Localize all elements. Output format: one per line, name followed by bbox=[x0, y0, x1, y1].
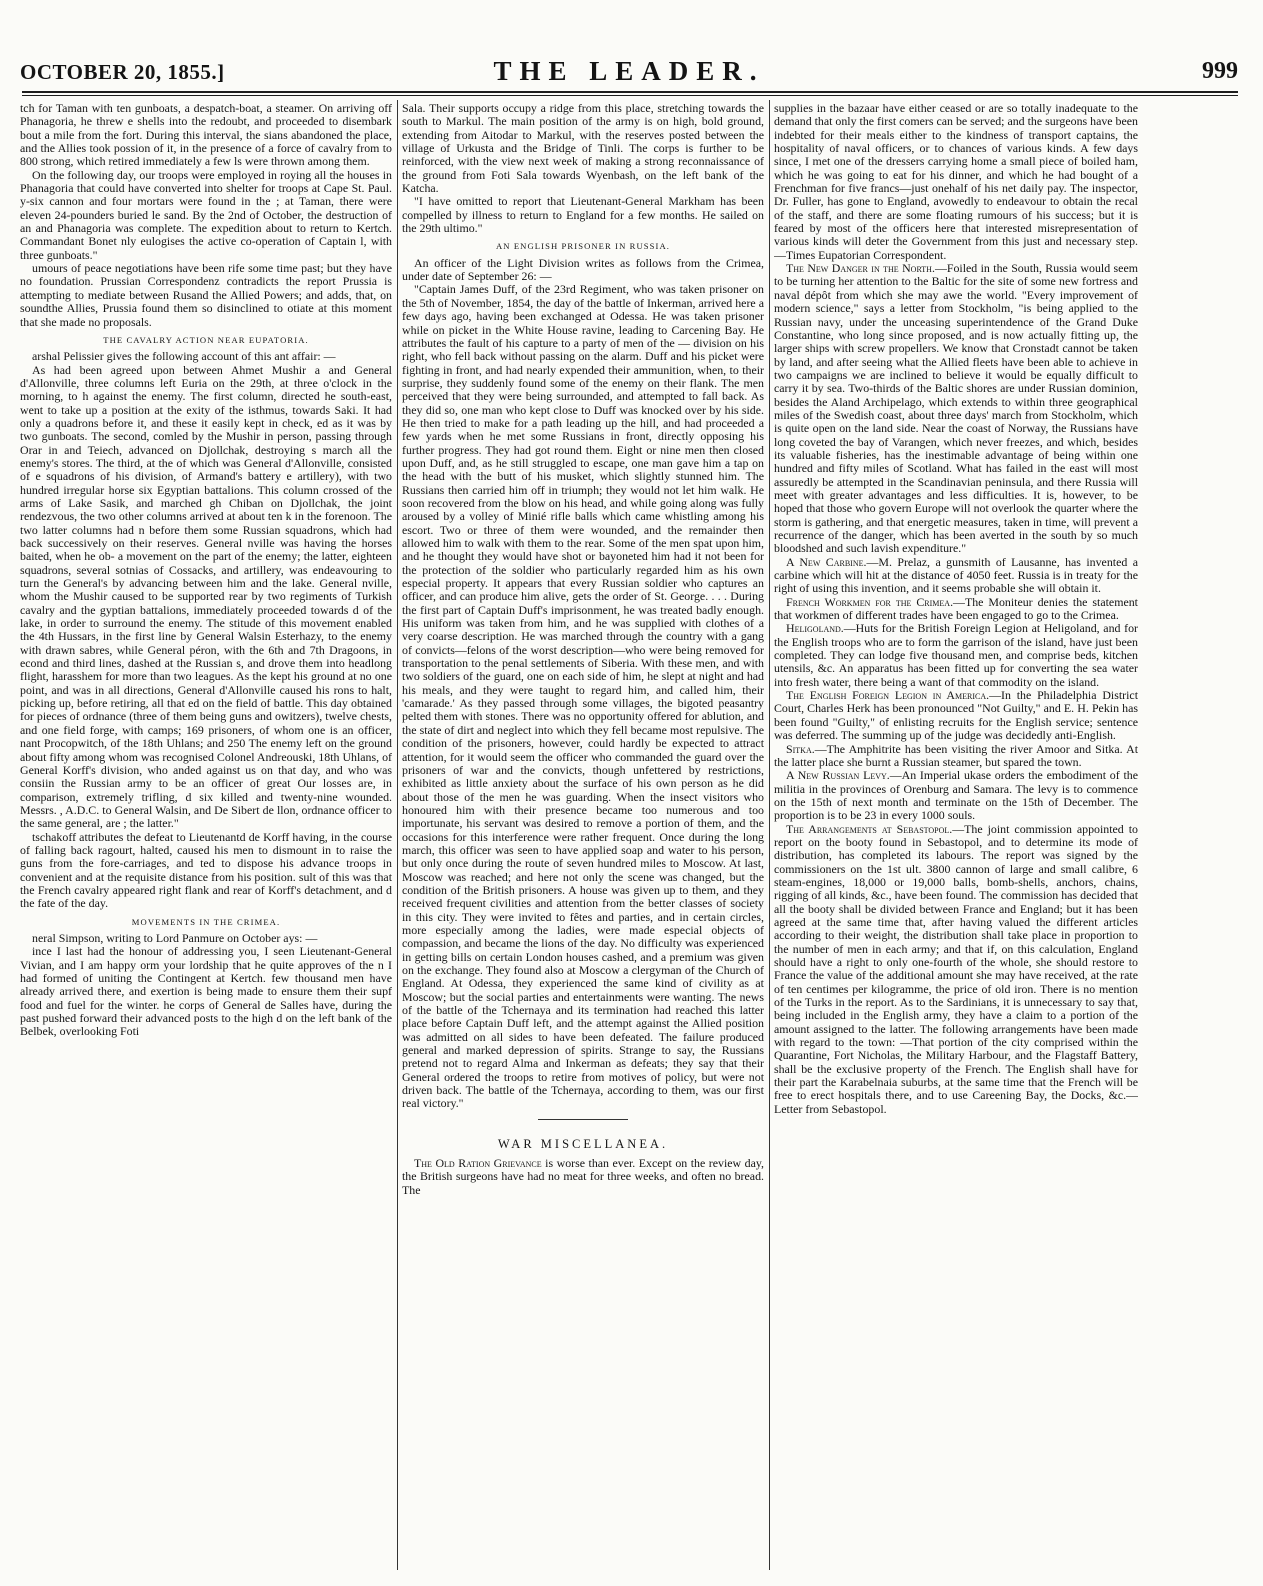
article-paragraph bbox=[774, 769, 1138, 822]
item-lead: Heligoland. bbox=[786, 621, 844, 636]
item-text: —The joint commission appointed to report on the booty found in Sebastopol, and to determine its mode of distribution, has completed its labours. The report was signed by the commissioners on the 1st ult. 3800 cannon of large and small calibre, 6 steam-engines, 18,000 or 19,000 balls, bomb-shells, anchors, chains, rigging of all kinds, &c., have been found. The commission has decided that all the booty shall be divided between France and England; but it has been agreed at the same time that, after having valued the different articles according to their weight, the distribution shall take place in proportion to the number of men in each army; and that if, on this calculation, England should have a right to only one-fourth of the whole, she should restore to France the value of the additional amount she may have received, at the rate of ten centimes per kilogramme, the price of old iron. There is no mention of the Turks in the report. As to the Sardinians, it is unnecessary to say that, being included in the English army, they have a claim to a portion of the amount assigned to the latter. The following arrangements have been made with regard to the town: —That portion of the city comprised within the Quarantine, Fort Nicholas, the Military Harbour, and the Flagstaff Battery, shall be the exclusive property of the French. The English shall have for their part the Karabelnaia suburbs, at the same time that the French will be free to erect hospitals there, and to use Careening Bay, the Docks, &c.—Letter from Sebastopol. bbox=[774, 821, 1138, 1116]
section-heading: AN ENGLISH PRISONER IN RUSSIA. bbox=[495, 241, 671, 252]
section-heading: MOVEMENTS IN THE CRIMEA. bbox=[131, 916, 281, 927]
newspaper-title: THE LEADER. bbox=[493, 56, 765, 86]
item-lead: The Arrangements at Sebastopol. bbox=[786, 821, 953, 836]
article-paragraph: "Captain James Duff, of the 23rd Regiment, who was taken prisoner on the 5th of November, 1854, the day of the battle of Inkerman, arrived here a few days ago, having been exchanged at Odessa. He was taken prisoner while on picket in the White House ravine, leading to Carcening Bay. He attributes the fault of his capture to a party of men of the — division on his right, who fell back without passing on the alarm. Duff and his picket were fighting in front, and had nearly expended their ammunition, when, to their surprise, they suddenly found some of the enemy on their flank. The men perceived that they were being surrounded, and attempted to fall back. As they did so, one man who kept close to Duff was knocked over by his side. He then tried to make for a path leading up the hill, and had proceeded a few yards when he met some Russians in front, directly opposing his further progress. They had got round them. Eight or nine men then closed upon Duff, and, as he still struggled to escape, one man gave him a tap on the head with the butt of his musket, which slightly stunned him. The Russians then carried him off in triumph; they would not let him walk. He soon recovered from the blow on his head, and while going along was fully aroused by a volley of Minié rifle balls which came whistling among his escort. Two or three of them were wounded, and the remainder then allowed him to walk with them to the rear. Some of the men spat upon him, and he thought they would have shot or bayoneted him had it not been for the protection of the soldier who particularly regarded him as his own especial property. It appears that every Russian soldier who captures an officer, and can produce him alive, gets the order of St. George. . . . During the first part of Captain Duff's imprisonment, he was treated badly enough. His uniform was taken from him, and he was supplied with clothes of a very coarse description. He was marched through the country with a gang of convicts—felons of the worst description—who were being removed for transportation to the penal settlements of Siberia. With these men, and with two soldiers of the guard, one on each side of him, he slept at night and had his meals, and they were taught to regard him, and called him, their 'camarade.' As they passed through some villages, the bigoted peasantry pelted them with stones. There was no opportunity offered for ablution, and the state of dirt and neglect into which they fell became most repulsive. The condition of the prisoners, however, could hardly be expected to attract attention, for it would seem the officer who commanded the guard over the prisoners of war and the convicts, though unfettered by restrictions, exhibited as little anxiety about the surface of his own person as he did about those of the men he was guarding. When the insect visitors who honoured him with their presence became too numerous and too importunate, his servant was desired to remove a portion of them, and the occasions for this interference were rather frequent. Once during the long march, this officer was seen to have applied soap and water to his person, but only once during the route of seven hundred miles to Moscow. At last, Moscow was reached; and here not only the scene was changed, but the condition of the British prisoners. A house was given up to them, and they received frequent civilities and attention from the better classes of society in this city. They were invited to fêtes and parties, and in certain circles, more especially among the ladies, were made especial objects of compassion, and became the lions of the day. No difficulty was experienced in getting bills on certain London houses cashed, and a premium was given on the exchange. They found also at Moscow a clergyman of the Church of England. At Odessa, they experienced the same kind of civility as at Moscow; but the social parties and entertainments were wanting. The news of the battle of the Tchernaya and its termination had reached this latter place before Captain Duff left, and the attempt against the Allied position was admitted on all sides to have been defeated. The failure produced general and marked depression of spirits. Strange to say, the Russians pretend not to regard Alma and Inkerman as defeats; they say that their General ordered the troops to retire from motives of policy, but were not driven back. The battle of the Tchernaya, according to them, was our first real victory." bbox=[402, 282, 764, 1111]
article-paragraph bbox=[774, 262, 1138, 556]
page-number: 999 bbox=[1202, 58, 1238, 84]
item-text: —M. Prelaz, a gunsmith of Lausanne, has invented a carbine which will hit at the distance of 4050 feet. Russia is in treaty for the right of using this invention, and it seems probable she will obtain it. bbox=[774, 554, 1138, 596]
column-3 bbox=[774, 102, 1138, 1572]
article-paragraph bbox=[774, 743, 1138, 770]
item-lead: Sitka. bbox=[786, 741, 815, 756]
article-paragraph: supplies in the bazaar have either ceased or are so totally inadequate to the demand that only the first comers can be served; and the surgeons have been indebted for their meals either to the kindness of transport captains, the hospitality of naval officers, or to chances of various kinds. A few days since, I met one of the dressers carrying home a small piece of boiled ham, which he was going to eat for his dinner, and which he had bought of a Frenchman for five francs—just onehalf of his net daily pay. The inspector, Dr. Fuller, has gone to England, avowedly to endeavour to obtain the recal of the staff, and there are some floating rumours of his success; but it is feared by most of the officers here that interested misrepresentation of various kinds will deter the Government from this just and necessary step.—Times Eupatorian Correspondent. bbox=[774, 102, 1138, 262]
article-paragraph: tch for Taman with ten gunboats, a despatch-boat, a steamer. On arriving off Phanagoria, he threw e shells into the redoubt, and proceeded to disembark bout a mile from the fort. During this interval, the sians abandoned the place, and the Allies took possion of it, in the presence of a force of cavalry from to 800 strong, which retired immediately a few ls were thrown among them. bbox=[20, 102, 392, 169]
item-lead: A New Carbine. bbox=[786, 554, 867, 569]
section-heading: WAR MISCELLANEA. bbox=[497, 1136, 669, 1151]
item-text: —Foiled in the South, Russia would seem to be turning her attention to the Baltic for the site of some new fortress and naval dépôt from which she may awe the world. "Every improvement of modern science," says a letter from Stockholm, "is being applied to the Russian navy, under the unceasing superintendence of the Grand Duke Constantine, who long since proposed, and is now actually fitting up, the larger ships with screw propellers. We know that Cronstadt cannot be taken by land, and after seeing what the Allied fleets have been able to achieve in two campaigns we are inclined to believe it would be equally difficult to carry it by sea. Two-thirds of the Baltic shores are under Russian dominion, besides the Aland Archipelago, which extends to within three geographical miles of the Swedish coast, about three days' march from Stockholm, which is quite open on the land side. Near the coast of Norway, the Russians have long coveted the bay of Varangen, which never freezes, and which, besides its valuable fisheries, has the inestimable advantage of being within one hundred and fifty miles of Scotland. What has failed in the east will most assuredly be attempted in the Scandinavian peninsula, and there Russia will meet with greater advantages and less difficulties. It is, however, to be hoped that those who govern Europe will not overlook the quarter where the storm is gathering, and that energetic measures, taken in time, will prevent a recurrence of the danger, which has been averted in the south by so much bloodshed and such lavish expenditure." bbox=[774, 261, 1138, 556]
article-paragraph bbox=[774, 596, 1138, 623]
column-2 bbox=[402, 102, 764, 1572]
masthead bbox=[20, 38, 1238, 88]
article-paragraph: An officer of the Light Division writes as follows from the Crimea, under date of September 26: — bbox=[402, 255, 764, 284]
column-divider bbox=[769, 100, 770, 1570]
item-text: —An Imperial ukase orders the embodiment of the militia in the provinces of Orenburg and Samara. The levy is to commence on the 15th of next month and terminate on the 15th of December. The proportion is to be 23 in every 1000 souls. bbox=[774, 768, 1138, 823]
section-heading: THE CAVALRY ACTION NEAR EUPATORIA. bbox=[103, 334, 309, 345]
item-text: —Huts for the British Foreign Legion at Heligoland, and for the English troops who are to form the garrison of the island, have just been completed. They can lodge five thousand men, and comprise beds, kitchen utensils, &c. An apparatus has been fitted up for converting the sea water into fresh water, there being a want of that commodity on the island. bbox=[774, 621, 1138, 689]
article-paragraph: arshal Pelissier gives the following account of this ant affair: — bbox=[32, 349, 336, 364]
issue-date: OCTOBER 20, 1855.] bbox=[20, 60, 225, 84]
article-paragraph: ince I last had the honour of addressing you, I seen Lieutenant-General Vivian, and I am happy orm your lordship that he quite approves of the n I had formed of uniting the Contingent at Kertch. few thousand men have already arrived there, and exertion is being made to ensure them their supf food and fuel for the winter. he corps of General de Salles have, during the past pushed forward their advanced posts to the high d on the left bank of the Belbek, overlooking Foti bbox=[20, 944, 392, 1039]
article-paragraph bbox=[402, 1157, 764, 1197]
item-lead: French Workmen for the Crimea. bbox=[786, 594, 954, 609]
article-paragraph: neral Simpson, writing to Lord Panmure on October ays: — bbox=[32, 930, 318, 945]
article-paragraph bbox=[774, 622, 1138, 689]
article-paragraph: As had been agreed upon between Ahmet Mushir a and General d'Allonville, three columns left Euria on the 29th, at three o'clock in the morning, to h against the enemy. The first column, directed he south-east, went to take up a position at the exity of the isthmus, towards Saki. It had only a quadrons before it, and these it easily kept in check, ed as it was by two gunboats. The second, comled by the Mushir in person, passing through Orar in and Teiech, advanced on Djollchak, destroying s march all the enemy's stores. The third, at the of which was General d'Allonville, consisted of e squadrons of his division, of Armand's battery e artillery), with two hundred irregular horse six Egyptian battalions. This column crossed of the arms of Lake Sasik, and marched gh Chiban on Djollchak, the joint rendezvous, the two other columns arrived at about ten k in the forenoon. The two latter columns had n before them some Russian squadrons, which had back successively on their reserves. General nville was having the horses baited, when he ob- a movement on the part of the enemy; the latter, eighteen squadrons, several sotnias of Cossacks, and artillery, was endeavouring to turn the General's by advancing between him and the lake. General nville, whom the Mushir caused to be supported rear by two regiments of Turkish cavalry and the gyptian battalions, immediately proceeded towards d of the lake, in order to surround the enemy. The stitude of this movement enabled the 4th Hussars, in the first line by General Walsin Esterhazy, to the enemy with drawn sabres, while General péron, with the 6th and 7th Dragoons, in econd and third lines, dashed at the Russian s, and drove them into headlong flight, harasshem for more than two leagues. As the kept his ground at no one point, and was in all directions, General d'Allonville caused his rons to halt, picking up, before retiring, all that ed on the field of battle. This day obtained for pieces of ordnance (three of them being guns and owitzers), twelve chests, and one field forge, with camps; 169 prisoners, of whom one is an officer, nant Procopwitch, of the 18th Uhlans; and 250 The enemy left on the ground about fifty among whom was recognised Colonel Andreouski, 18th Uhlans, of General Korff's division, who anded against us on that day, and who was consiin the Russian army to be an officer of great Our losses are, in comparison, extremely trifling, d six killed and twenty-nine wounded. Messrs. , A.D.C. to General Walsin, and De Sibert de llon, ordnance officer to the same general, are ; the latter." bbox=[20, 362, 392, 831]
article-paragraph bbox=[774, 556, 1138, 596]
item-text: —The Amphitrite has been visiting the river Amoor and Sitka. At the latter place she burnt a Russian steamer, but spared the town. bbox=[774, 741, 1138, 769]
column-1 bbox=[20, 102, 392, 1572]
item-lead: The Old Ration Grievance bbox=[414, 1156, 542, 1171]
article-paragraph: Sala. Their supports occupy a ridge from this place, stretching towards the south to Markul. The main position of the army is on high, bold ground, extending from Aitodar to Markul, with the reserves posted between the village of Urkusta and the Bridge of Tinli. The corps is further to be reinforced, with the view next week of making a strong reconnaissance of the ground from Foti Sala towards Wyenbash, on the left bank of the Katcha. bbox=[402, 102, 764, 196]
article-paragraph bbox=[774, 689, 1138, 742]
item-lead: A New Russian Levy. bbox=[786, 768, 890, 783]
item-text: —In the Philadelphia District Court, Charles Herk has been pronounced "Not Guilty," and E. H. Pekin has been found "Guilty," of enlisting recruits for the English service; sentence was deferred. The summing up of the judge was decidedly anti-English. bbox=[774, 688, 1138, 743]
article-paragraph bbox=[774, 823, 1138, 1117]
item-lead: The New Danger in the North. bbox=[786, 261, 935, 276]
header-rule bbox=[22, 91, 1238, 93]
article-paragraph: "I have omitted to report that Lieutenant-General Markham has been compelled by illness to return to England for a few months. He sailed on the 29th ultimo." bbox=[402, 194, 764, 236]
item-text: —The Moniteur denies the statement that workmen of different trades have been engaged to go to the Crimea. bbox=[774, 594, 1138, 623]
column-divider bbox=[397, 100, 398, 1570]
article-paragraph: tschakoff attributes the defeat to Lieutenantd de Korff having, in the course of falling back ragourt, halted, caused his men to dismount in to raise the guns from the fore-carriages, and ted to dispose his advance troops in convenient and at the requisite distance from his position. sult of this was that the French cavalry appeared right flank and rear of Korff's detachment, and d the fate of the day. bbox=[20, 829, 392, 911]
article-paragraph: umours of peace negotiations have been rife some time past; but they have no foundation. Prussian Correspondenz contradicts the report Prussia is attempting to mediate between Rusand the Allied Powers; and adds, that, on soundthe Allies, Prussia found them so disinclined to otiate at this moment that she made no proposals. bbox=[20, 261, 392, 329]
item-text: is worse than ever. Except on the review day, the British surgeons have had no meat for three weeks, and often no bread. The bbox=[402, 1156, 764, 1197]
article-paragraph: On the following day, our troops were employed in roying all the houses in Phanagoria that could have converted into shelter for troops at Cape St. Paul. y-six cannon and four mortars were found in the ; at Taman, there were eleven 24-pounders buried le sand. By the 2nd of October, the destruction of an and Phanagoria was complete. The expedition about to return to Kertch. Commandant Bonet nly eulogises the active co-operation of Captain l, with three gunboats." bbox=[20, 167, 392, 262]
section-rule bbox=[538, 1119, 628, 1120]
item-lead: The English Foreign Legion in America. bbox=[786, 688, 990, 703]
header-rule-thin bbox=[22, 95, 1238, 96]
